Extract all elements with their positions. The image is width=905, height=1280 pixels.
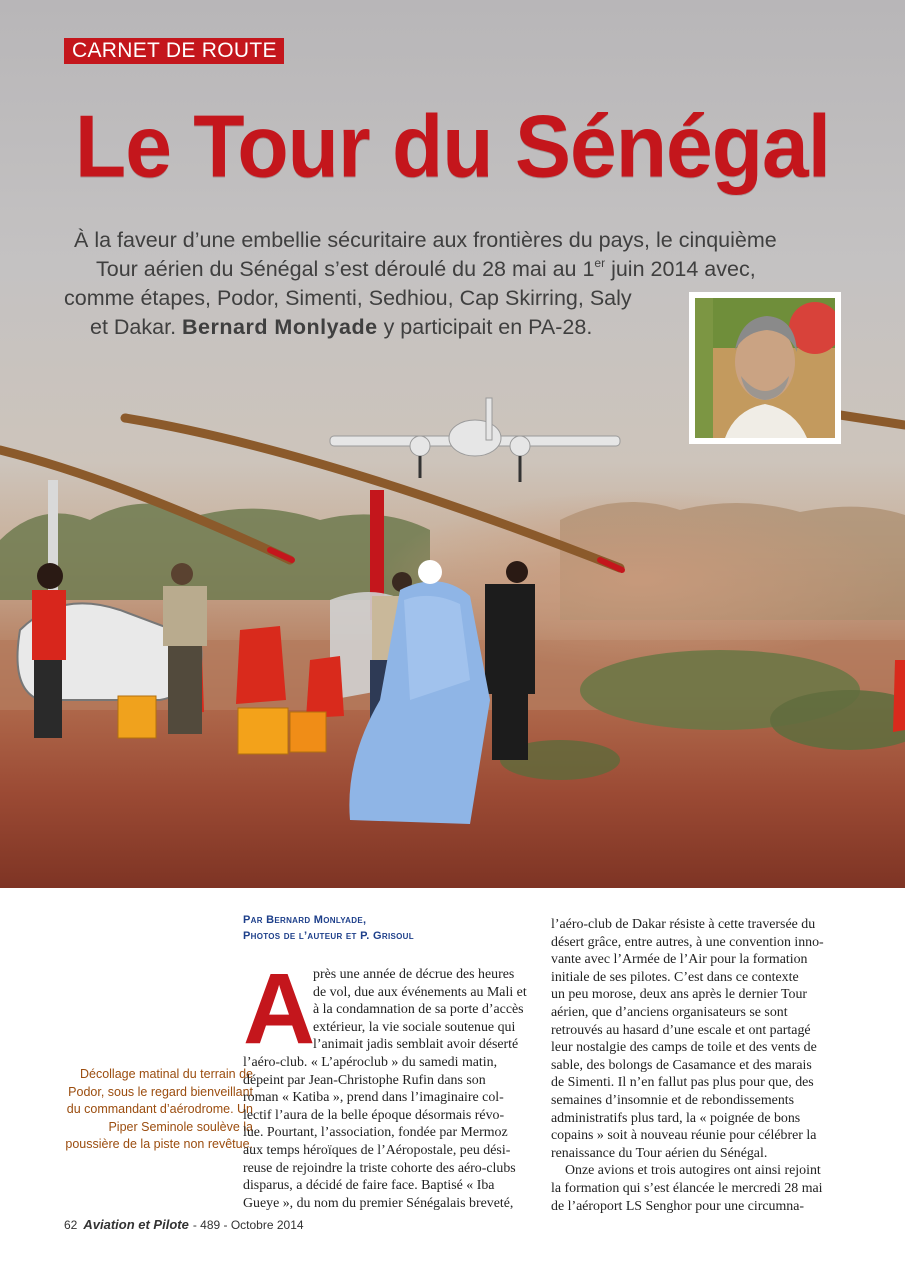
article-line: aux temps héroïques de l’Aéropostale, peu dési- <box>243 1142 511 1158</box>
photo-caption: Décollage matinal du terrain de Podor, sous le regard bienveillant du commandant d’aérodrome. Un Piper Seminole soulève la poussière de la piste non revêtue. <box>65 1067 253 1151</box>
byline <box>243 912 543 944</box>
drop-cap: A <box>243 953 316 1065</box>
page-number: 62 <box>64 1218 78 1232</box>
standfirst-line: comme étapes, Podor, Simenti, Sedhiou, Cap Skirring, Saly <box>64 286 632 310</box>
article-line: Onze avions et trois autogires ont ainsi rejoint <box>565 1163 821 1179</box>
standfirst-line: et Dakar. Bernard Monlyade y participait en PA-28. <box>90 315 593 339</box>
article-line: leur nostalgie des camps de toile et des vents de <box>551 1040 817 1056</box>
article-line: lectif l’aura de la belle époque désormais révo- <box>243 1107 505 1123</box>
article-line: administratifs plus tard, la « poignée de bons <box>551 1110 801 1126</box>
article-column-2 <box>551 916 842 1215</box>
page-title: Le Tour du Sénégal <box>74 96 831 196</box>
author-name: Bernard Monlyade <box>182 315 378 339</box>
article-line: disparus, a décidé de faire face. Baptisé « Iba <box>243 1178 495 1194</box>
article-line: copains » soit à nouveau réunie pour célébrer la <box>551 1128 817 1144</box>
article-line: reuse de rejoindre la triste cohorte des aéro-clubs <box>243 1160 516 1176</box>
magazine-name: Aviation et Pilote <box>83 1217 189 1232</box>
article-line: l’aéro-club. « L’apéroclub » du samedi matin, <box>243 1054 498 1070</box>
standfirst-line: À la faveur d’une embellie sécuritaire aux frontières du pays, le cinquième <box>74 228 777 252</box>
page-footer <box>64 1217 304 1232</box>
article-line: à la condamnation de sa porte d’accès <box>313 1002 524 1018</box>
article-line: Gueye », du nom du premier Sénégalais breveté, <box>243 1195 514 1211</box>
article-line: semaines d’insomnie et de rebondissements <box>551 1092 795 1108</box>
section-label: CARNET DE ROUTE <box>64 38 284 64</box>
article-line: près une année de décrue des heures <box>313 967 515 982</box>
standfirst-line: Tour aérien du Sénégal s’est déroulé du 28 mai au 1er juin 2014 avec, <box>96 256 756 281</box>
article-line: vante avec l’Armée de l’Air pour la formation <box>551 952 808 968</box>
article-line: renaissance du Tour aérien du Sénégal. <box>551 1145 768 1161</box>
article-line: un peu morose, deux ans après le dernier Tour <box>551 987 808 1003</box>
article-line: aérien, que d’anciens organisateurs se sont <box>551 1004 788 1020</box>
ordinal-suffix: er <box>594 256 606 270</box>
article-line: dépeint par Jean-Christophe Rufin dans son <box>243 1072 486 1088</box>
article-line: initiale de ses pilotes. C’est dans ce contexte <box>551 969 799 985</box>
byline-photos: Photos de l’auteur et P. Grisoul <box>243 930 414 942</box>
article-line: l’animait jadis semblait avoir déserté <box>313 1037 519 1053</box>
article-line: de vol, due aux événements au Mali et <box>313 984 527 1000</box>
article-line: de l’aéroport LS Senghor pour une circumna- <box>551 1198 805 1214</box>
article-line: désert grâce, entre autres, à une convention inno- <box>551 934 824 950</box>
byline-author: Par Bernard Monlyade, <box>243 914 367 926</box>
article-line: roman « Katiba », prend dans l’imaginaire col- <box>243 1090 504 1106</box>
article-column-1 <box>243 953 530 1212</box>
article-line: la formation qui s’est élancée le mercredi 28 mai <box>551 1180 823 1196</box>
article-line: de Simenti. Il n’en fallut pas plus pour que, des <box>551 1075 814 1091</box>
standfirst <box>60 226 850 342</box>
article-line: lue. Pourtant, l’association, fondée par Mermoz <box>243 1125 508 1141</box>
issue-info: - 489 - Octobre 2014 <box>192 1218 304 1232</box>
article-line: l’aéro-club de Dakar résiste à cette traversée du <box>551 917 816 932</box>
article-line: extérieur, la vie sociale soutenue qui <box>313 1019 516 1035</box>
article-line: sable, des bolongs de Casamance et des marais <box>551 1057 812 1073</box>
article-line: retrouvés au hasard d’une escale et ont partagé <box>551 1022 811 1038</box>
